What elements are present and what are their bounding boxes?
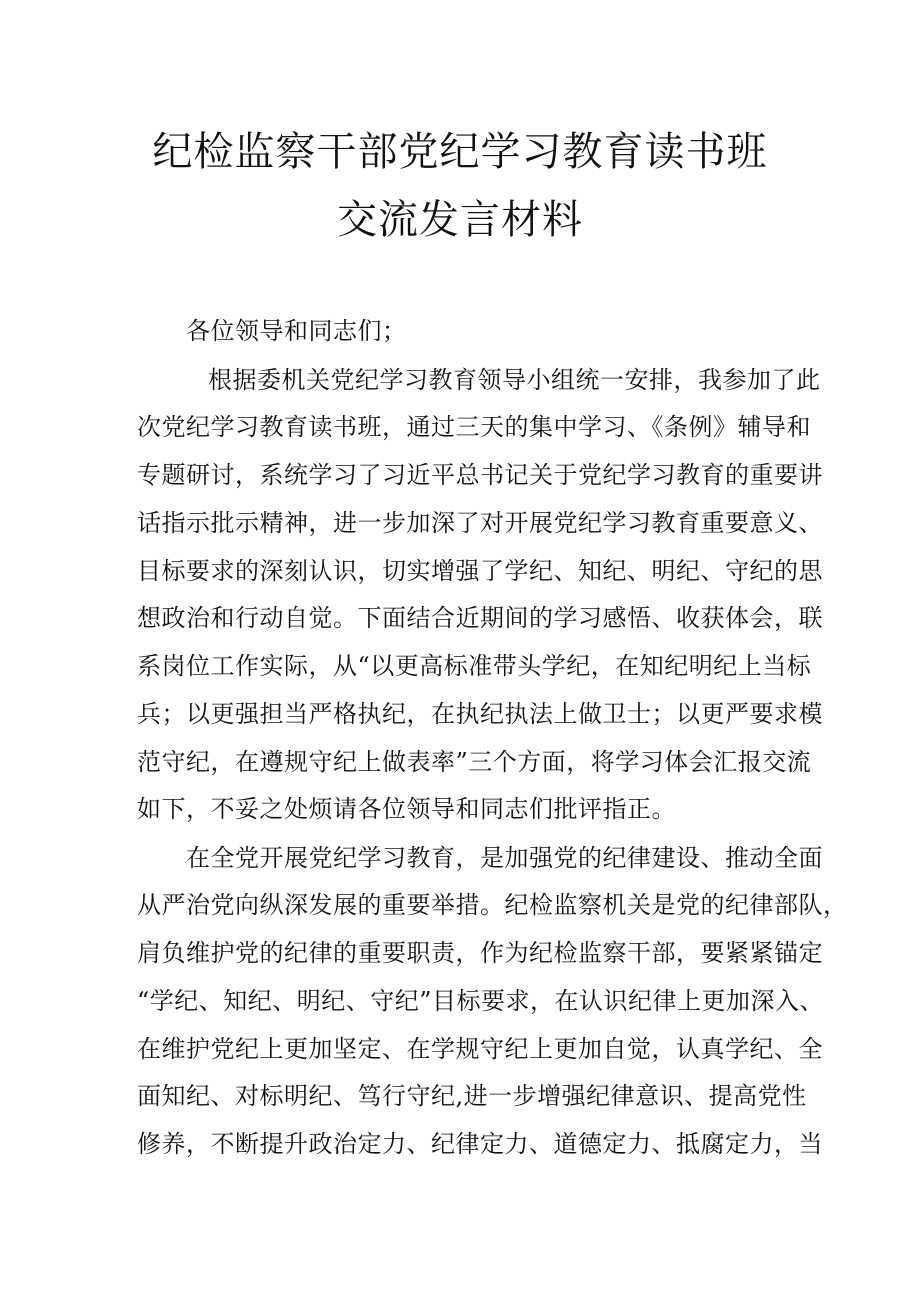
paragraph-2-line: 面知纪、对标明纪、笃行守纪,进一步增强纪律意识、提高党性 xyxy=(137,1082,807,1110)
paragraph-1-line: 话指示批示精神，进一步加深了对开展党纪学习教育重要意义、 xyxy=(137,509,823,537)
paragraph-1-line: 系岗位工作实际，从“以更高标准带头学纪，在知纪明纪上当标 xyxy=(137,652,812,680)
paragraph-1-line: 目标要求的深刻认识，切实增强了学纪、知纪、明纪、守纪的思 xyxy=(137,557,823,585)
paragraph-1-line: 兵；以更强担当严格执纪，在执纪执法上做卫士；以更严要求模 xyxy=(137,700,823,728)
paragraph-1-line: 范守纪，在遵规守纪上做表率”三个方面，将学习体会汇报交流 xyxy=(137,748,812,776)
paragraph-1-line: 次党纪学习教育读书班，通过三天的集中学习、《条例》辅导和 xyxy=(137,413,811,441)
paragraph-2-line: 在维护党纪上更加坚定、在学规守纪上更加自觉，认真学纪、全 xyxy=(137,1035,823,1063)
paragraph-2-line: 从严治党向纵深发展的重要举措。纪检监察机关是党的纪律部队， xyxy=(137,891,848,919)
document-title-line-2: 交流发言材料 xyxy=(337,197,583,243)
paragraph-2-line: 修养，不断提升政治定力、纪律定力、道德定力、抵腐定力，当 xyxy=(137,1130,823,1158)
paragraph-2-line: 肩负维护党的纪律的重要职责，作为纪检监察干部，要紧紧锚定 xyxy=(137,939,823,967)
paragraph-2-line: 在全党开展党纪学习教育，是加强党的纪律建设、推动全面 xyxy=(186,844,823,872)
salutation: 各位领导和同志们； xyxy=(186,317,407,345)
paragraph-1-line: 如下，不妥之处烦请各位领导和同志们批评指正。 xyxy=(137,795,676,823)
paragraph-1-line: 想政治和行动自觉。下面结合近期间的学习感悟、收获体会，联 xyxy=(137,604,823,632)
paragraph-1-line: 专题研讨，系统学习了习近平总书记关于党纪学习教育的重要讲 xyxy=(137,461,823,489)
paragraph-1-line: 根据委机关党纪学习教育领导小组统一安排，我参加了此 xyxy=(208,366,821,394)
paragraph-2-line: “学纪、知纪、明纪、守纪”目标要求，在认识纪律上更加深入、 xyxy=(137,987,825,1015)
document-title-line-1: 纪检监察干部党纪学习教育读书班 xyxy=(152,129,768,175)
